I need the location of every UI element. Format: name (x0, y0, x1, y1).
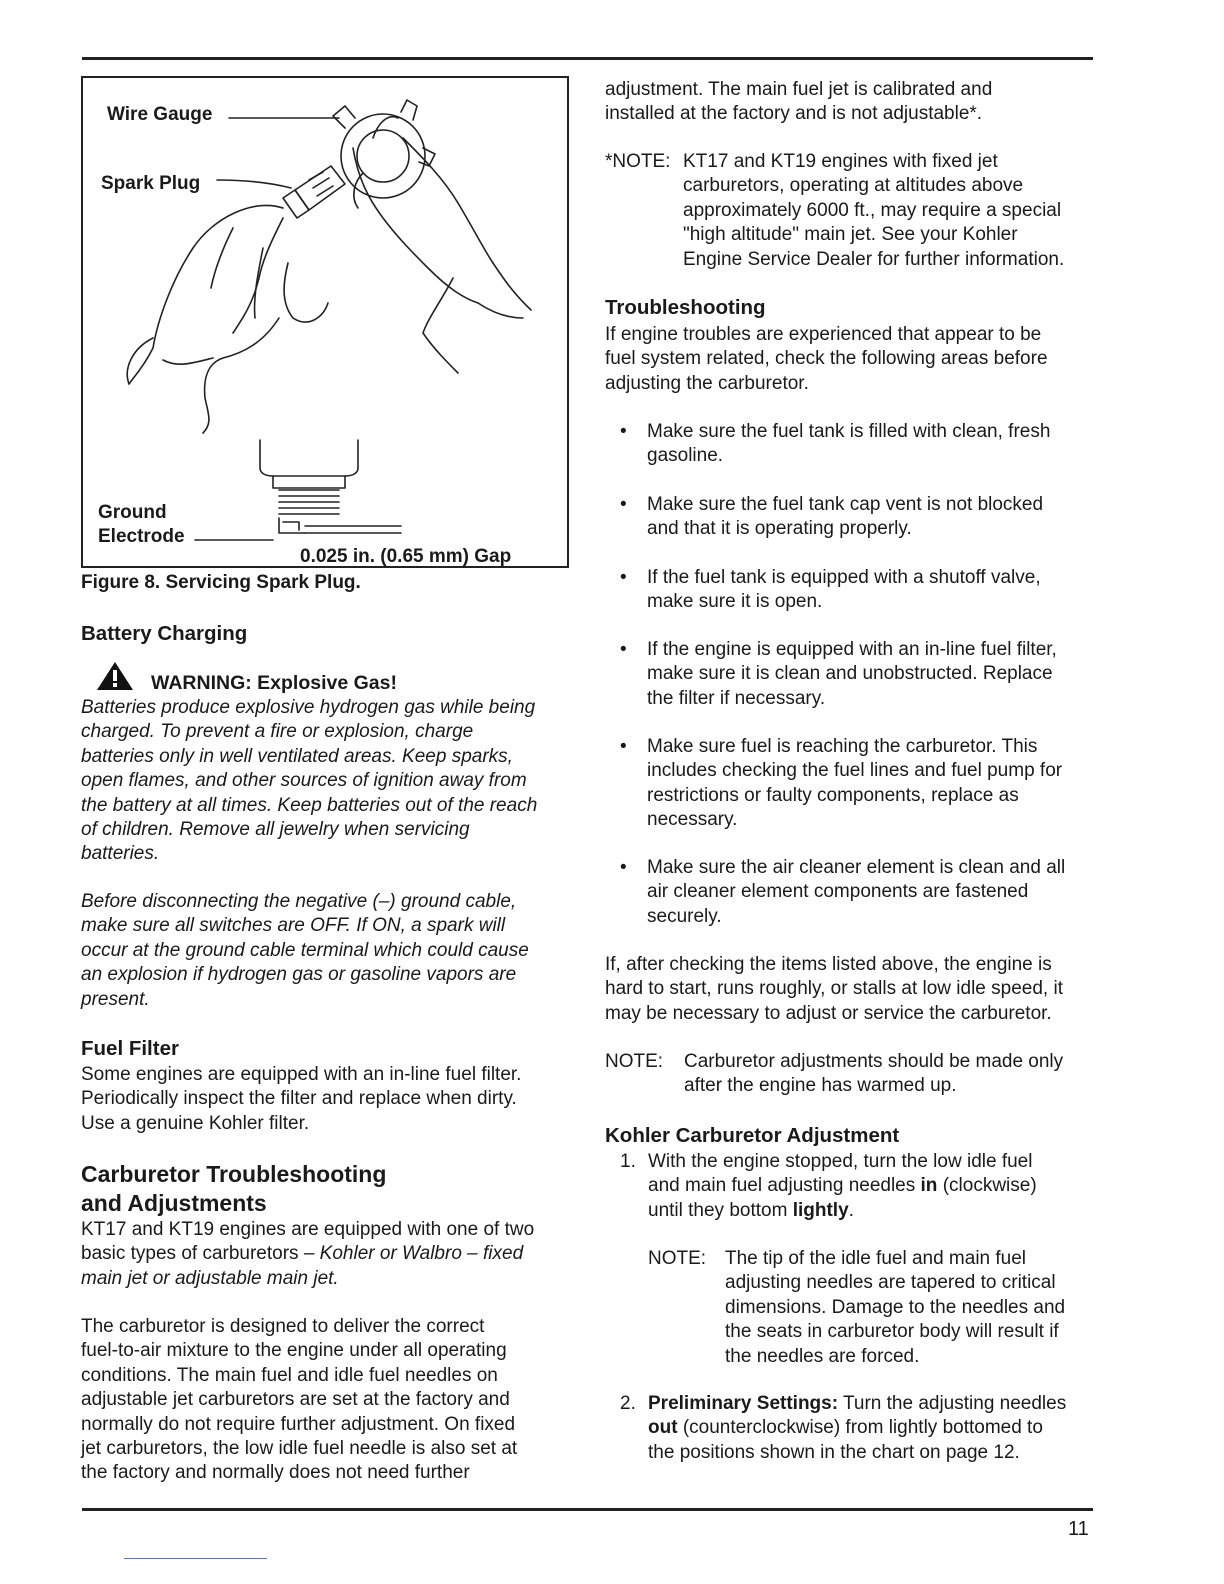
carburetor-paragraph (81, 1315, 581, 1486)
altitude-note (683, 150, 1103, 272)
fuel-filter-heading: Fuel Filter (81, 1037, 179, 1060)
text-line: normally do not require further adjustment. On fixed (81, 1413, 516, 1435)
continued-text (605, 78, 1100, 127)
text-line: Periodically inspect the filter and replace when dirty. (81, 1088, 517, 1110)
bullet-icon: • (620, 736, 627, 757)
text-line: make sure it is open. (647, 591, 823, 613)
note-label: *NOTE: (605, 151, 671, 172)
text-line (648, 1199, 1098, 1223)
text-normal: until they bottom (648, 1199, 793, 1221)
text-line: With the engine stopped, turn the low idle fuel (648, 1151, 1033, 1172)
wire-gauge-label: Wire Gauge (107, 104, 213, 125)
text-line: Use a genuine Kohler filter. (81, 1112, 310, 1134)
text-line: Before disconnecting the negative (–) ground cable, (81, 891, 517, 912)
text-line: approximately 6000 ft., may require a special (683, 199, 1062, 221)
decorative-line (124, 1558, 267, 1559)
text-line: hard to start, runs roughly, or stalls at low idle speed, it (605, 978, 1063, 1000)
text-line: Batteries produce explosive hydrogen gas while being (81, 697, 536, 718)
text-line: the filter if necessary. (647, 687, 826, 709)
text-bold: in (920, 1175, 938, 1197)
text-line: batteries. (81, 843, 160, 865)
kohler-adjustment-heading: Kohler Carburetor Adjustment (605, 1124, 900, 1147)
text-line: Make sure the fuel tank cap vent is not blocked (647, 494, 1044, 515)
text-line: the battery at all times. Keep batteries out of the reach (81, 794, 538, 816)
text-line: KT17 and KT19 engines are equipped with one of two (81, 1219, 535, 1240)
text-line: Make sure the air cleaner element is clean and all (647, 857, 1066, 878)
text-line: of children. Remove all jewelry when servicing (81, 819, 470, 841)
text-normal: Turn the adjusting needles (838, 1393, 1067, 1414)
text-line: occur at the ground cable terminal which could cause (81, 939, 529, 961)
text-line: If the fuel tank is equipped with a shutoff valve, (647, 567, 1041, 588)
troubleshooting-heading: Troubleshooting (605, 296, 766, 319)
ground-label: Ground (98, 502, 167, 523)
text-line: the seats in carburetor body will result if (725, 1321, 1059, 1343)
text-normal: basic types of carburetors – (81, 1243, 320, 1265)
text-line: securely. (647, 905, 722, 927)
text-line: "high altitude" main jet. See your Kohler (683, 224, 1018, 246)
text-line: the positions shown in the chart on page 12. (648, 1441, 1020, 1463)
troubleshooting-intro (605, 323, 1100, 396)
text-line: adjusting needles are tapered to critical (725, 1272, 1056, 1294)
text-line: The tip of the idle fuel and main fuel (725, 1248, 1027, 1269)
text-line: an explosion if hydrogen gas or gasoline vapors are (81, 964, 517, 986)
text-line: the factory and normally does not need further (81, 1462, 470, 1484)
text-line (648, 1392, 1103, 1416)
warning-icon (95, 660, 135, 697)
text-italic: Kohler or Walbro – fixed (319, 1243, 524, 1265)
text-line: KT17 and KT19 engines with fixed jet (683, 151, 998, 172)
text-line: includes checking the fuel lines and fuel pump for (647, 760, 1063, 782)
heading-line: and Adjustments (81, 1190, 267, 1216)
text-line: adjustment. The main fuel jet is calibrated and (605, 79, 993, 100)
text-line: make sure all switches are OFF. If ON, a spark will (81, 915, 506, 937)
step-2-text (648, 1392, 1103, 1465)
text-line: the needles are forced. (725, 1345, 920, 1367)
spark-plug-figure (81, 76, 569, 568)
text-line: If, after checking the items listed above, the engine is (605, 954, 1052, 975)
text-line (648, 1174, 1098, 1198)
text-line: main jet or adjustable main jet. (81, 1267, 339, 1289)
step-number: 1. (620, 1151, 636, 1172)
step-number: 2. (620, 1393, 636, 1414)
gap-label: 0.025 in. (0.65 mm) Gap (300, 546, 512, 567)
text-bold: out (648, 1417, 678, 1439)
needle-note (725, 1247, 1105, 1369)
text-line: and that it is operating properly. (647, 518, 912, 540)
bullet-icon: • (620, 857, 627, 878)
text-line: Carburetor adjustments should be made only (684, 1051, 1064, 1072)
electrode-label: Electrode (98, 526, 185, 547)
text-line: If the engine is equipped with an in-line fuel filter, (647, 639, 1057, 660)
text-line: dimensions. Damage to the needles and (725, 1296, 1066, 1318)
carburetor-intro (81, 1218, 581, 1291)
fuel-filter-text (81, 1063, 581, 1136)
text-line: jet carburetors, the low idle fuel needle is also set at (81, 1438, 518, 1460)
text-line: carburetors, operating at altitudes above (683, 175, 1024, 197)
text-bold: Preliminary Settings: (648, 1393, 839, 1414)
text-line: Make sure fuel is reaching the carburetor. This (647, 736, 1038, 757)
text-line: restrictions or faulty components, replace as (647, 784, 1019, 806)
warmup-note (684, 1050, 1104, 1099)
text-line: make sure it is clean and unobstructed. Replace (647, 663, 1053, 685)
text-line: If engine troubles are experienced that appear to be (605, 324, 1042, 345)
bullet-icon: • (620, 421, 627, 442)
warning-title: WARNING: Explosive Gas! (151, 672, 397, 694)
text-bold: lightly (792, 1199, 849, 1221)
battery-disconnect-text (81, 890, 581, 1012)
text-line: may be necessary to adjust or service the carburetor. (605, 1002, 1052, 1024)
text-line: gasoline. (647, 445, 724, 467)
heading-line: Carburetor Troubleshooting (81, 1161, 387, 1187)
text-line: present. (81, 988, 150, 1010)
text-line (81, 1242, 581, 1266)
text-line: fuel-to-air mixture to the engine under all operating (81, 1340, 507, 1362)
text-line: charged. To prevent a fire or explosion, charge (81, 721, 474, 743)
battery-warning-text (81, 696, 581, 867)
bullet-icon: • (620, 639, 627, 660)
note-label: NOTE: (648, 1248, 707, 1269)
text-line: necessary. (647, 809, 738, 831)
note-label: NOTE: (605, 1051, 664, 1072)
after-checking-text (605, 953, 1100, 1026)
text-normal: (counterclockwise) from lightly bottomed to (677, 1417, 1043, 1439)
text-line: Engine Service Dealer for further information. (683, 248, 1065, 270)
text-line: after the engine has warmed up. (684, 1075, 957, 1097)
text-line: adjustable jet carburetors are set at the factory and (81, 1389, 510, 1411)
text-line (648, 1416, 1103, 1440)
text-line: The carburetor is designed to deliver the correct (81, 1316, 485, 1337)
page-number: 11 (1068, 1518, 1089, 1540)
text-line: conditions. The main fuel and idle fuel needles on (81, 1364, 498, 1386)
text-normal: . (848, 1199, 854, 1221)
text-line: Some engines are equipped with an in-line fuel filter. (81, 1064, 522, 1085)
battery-charging-heading: Battery Charging (81, 622, 248, 645)
text-line: open flames, and other sources of ignition away from (81, 770, 527, 792)
top-rule (82, 57, 1093, 60)
text-normal: (clockwise) (937, 1175, 1037, 1197)
spark-plug-illustration (83, 78, 567, 566)
bullet-icon: • (620, 567, 627, 588)
text-line: fuel system related, check the following areas before (605, 348, 1048, 370)
text-line: air cleaner element components are fastened (647, 881, 1029, 903)
figure-caption: Figure 8. Servicing Spark Plug. (81, 572, 361, 593)
step-1-text (648, 1150, 1098, 1223)
text-line: batteries only in well ventilated areas. Keep sparks, (81, 745, 513, 767)
text-line: adjusting the carburetor. (605, 372, 809, 394)
bullet-icon: • (620, 494, 627, 515)
carburetor-heading (81, 1160, 386, 1218)
text-normal: and main fuel adjusting needles (648, 1175, 921, 1197)
spark-plug-label: Spark Plug (101, 173, 201, 194)
bottom-rule (82, 1508, 1093, 1511)
text-line: Make sure the fuel tank is filled with clean, fresh (647, 421, 1051, 442)
text-line: installed at the factory and is not adjustable*. (605, 103, 983, 125)
